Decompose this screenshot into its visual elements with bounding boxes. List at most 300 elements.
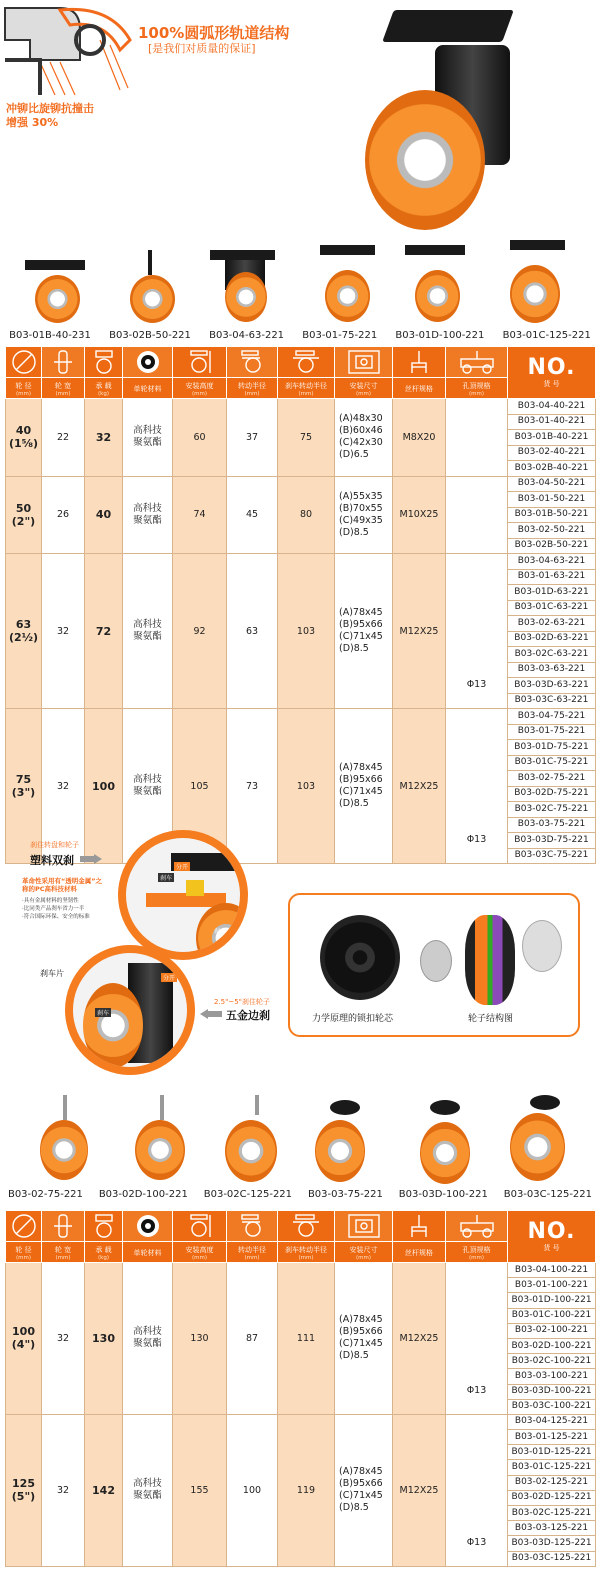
header-title: 100%圆弧形轨道结构 <box>138 24 290 42</box>
wheel-diameter-icon <box>6 1211 42 1242</box>
width-value: 32 <box>56 1484 70 1496</box>
product-code: B03-01D-63-221 <box>508 585 596 601</box>
diameter-inch: (1⅝) <box>8 437 39 451</box>
turn-radius-icon <box>227 347 278 378</box>
caster-thumbnails-top <box>0 240 600 328</box>
mount-size-line: (B)95x66 <box>339 774 383 785</box>
bullet-title: 革命性采用有“透明金属”之称的PC高科技材料 <box>22 877 103 893</box>
table-header-icons <box>6 347 596 378</box>
cell-height <box>173 1263 227 1415</box>
cell-load <box>85 1414 123 1566</box>
cell-width <box>42 399 85 477</box>
product-code: B03-02-125-221 <box>508 1475 596 1490</box>
cell-width <box>42 476 85 554</box>
product-code: B03-01-125-221 <box>508 1430 596 1445</box>
product-code: B03-02D-63-221 <box>508 631 596 647</box>
caster-thumbnails-bottom <box>0 1095 600 1187</box>
mount-size-line: (B)95x66 <box>339 619 383 630</box>
diameter-inch: (5") <box>11 1490 36 1504</box>
cell-turn <box>227 476 278 554</box>
wheel-width-icon <box>42 347 85 378</box>
load-value: 142 <box>92 1483 115 1497</box>
column-label: 安装尺寸 <box>349 1245 378 1254</box>
load-icon <box>85 347 123 378</box>
spec-table-2 <box>5 1210 596 1567</box>
product-code: B03-03D-100-221 <box>508 1384 596 1399</box>
column-unit: (kg) <box>98 1254 109 1261</box>
product-code: B03-02D-125-221 <box>508 1490 596 1505</box>
product-code: B03-03C-63-221 <box>508 693 596 709</box>
cell-load <box>85 399 123 477</box>
model-label: B03-01C-125-221 <box>502 330 591 341</box>
table-header-labels <box>6 378 596 399</box>
cell-material <box>123 399 173 477</box>
screw-spec-icon <box>393 347 446 378</box>
column-unit: (mm) <box>15 390 31 397</box>
table-row <box>6 709 596 725</box>
height-value: 155 <box>190 1484 209 1496</box>
turn-value: 63 <box>245 625 259 637</box>
product-code: B03-01D-75-221 <box>508 740 596 756</box>
hole-value: Φ13 <box>466 679 487 690</box>
column-header <box>6 1242 42 1263</box>
cell-turn <box>227 1414 278 1566</box>
cell-height <box>173 476 227 554</box>
mount-size-line: (D)8.5 <box>339 1350 369 1362</box>
column-unit: (kg) <box>98 390 109 397</box>
table-row <box>6 399 596 415</box>
column-unit: (mm) <box>468 1254 484 1261</box>
callout-brake: 刹车 <box>160 875 173 882</box>
wheel-structure-box <box>288 893 580 1037</box>
product-code: B03-02C-100-221 <box>508 1354 596 1369</box>
brake-value: 103 <box>296 780 316 792</box>
hole-spec-icon <box>446 347 508 378</box>
column-label: 转动半径 <box>238 1245 266 1254</box>
material-value: 高科技聚氨酯 <box>133 425 162 449</box>
column-label: 安装尺寸 <box>349 381 378 390</box>
table-row <box>6 476 596 492</box>
column-unit: (mm) <box>355 390 371 397</box>
cell-diameter <box>6 1414 42 1566</box>
install-height-icon <box>173 1211 227 1242</box>
mount-size-line: (D)8.5 <box>339 1502 369 1514</box>
product-code: B03-03-75-221 <box>508 817 596 833</box>
load-icon <box>85 1211 123 1242</box>
screw-value: M12X25 <box>399 780 439 792</box>
model-label: B03-03C-125-221 <box>503 1189 593 1200</box>
product-code: B03-01-63-221 <box>508 569 596 585</box>
wheel-structure-label: 轮子结构图 <box>468 1014 514 1024</box>
cell-width <box>42 554 85 709</box>
product-code: B03-04-63-221 <box>508 554 596 570</box>
column-unit: (mm) <box>298 1254 314 1261</box>
cell-hole <box>446 476 508 554</box>
mount-size-line: (A)48x30 <box>339 413 383 425</box>
diameter-value: 75 <box>15 773 32 786</box>
turn-value: 100 <box>242 1484 262 1496</box>
model-label: B03-01-75-221 <box>302 330 378 341</box>
mount-size-icon <box>335 1211 393 1242</box>
product-code: B03-01-75-221 <box>508 724 596 740</box>
column-header <box>446 378 508 399</box>
mount-size-line: (A)78x45 <box>339 1314 383 1326</box>
column-label: 丝杆规格 <box>405 384 433 393</box>
product-code: B03-01C-75-221 <box>508 755 596 771</box>
product-code: B03-03C-75-221 <box>508 848 596 864</box>
column-header <box>227 1242 278 1263</box>
column-header <box>6 378 42 399</box>
mount-size-line: (C)49x35 <box>339 514 383 526</box>
mount-size-line: (B)60x46 <box>339 425 383 437</box>
column-header <box>123 378 173 399</box>
product-code: B03-01D-100-221 <box>508 1293 596 1308</box>
material-value: 高科技聚氨酯 <box>133 502 162 526</box>
product-code: B03-04-125-221 <box>508 1414 596 1429</box>
brake-value: 80 <box>299 509 313 521</box>
product-code: B03-01D-125-221 <box>508 1445 596 1460</box>
product-code: B03-01C-63-221 <box>508 600 596 616</box>
column-header <box>85 1242 123 1263</box>
product-code: B03-02-63-221 <box>508 616 596 632</box>
model-label: B03-01B-40-231 <box>9 330 91 341</box>
column-label: 孔顶规格 <box>462 1245 491 1254</box>
product-code: B03-02D-100-221 <box>508 1338 596 1353</box>
column-unit: (mm) <box>55 390 71 397</box>
cell-turn <box>227 399 278 477</box>
turn-value: 73 <box>245 780 259 792</box>
load-value: 100 <box>92 779 115 793</box>
model-label: B03-04-63-221 <box>209 330 285 341</box>
cell-width <box>42 1263 85 1415</box>
column-header <box>227 378 278 399</box>
product-code: B03-01C-125-221 <box>508 1460 596 1475</box>
mount-size-line: (C)42x30 <box>339 437 383 449</box>
cell-load <box>85 1263 123 1415</box>
diameter-value: 63 <box>15 618 32 631</box>
diameter-inch: (2") <box>11 514 36 528</box>
wheel-part-disk <box>420 940 452 982</box>
cell-mount <box>335 1414 393 1566</box>
turn-value: 45 <box>245 509 259 521</box>
column-header <box>393 378 446 399</box>
column-label: 轮 径 <box>15 1245 32 1254</box>
load-value: 72 <box>95 624 112 638</box>
product-code: B03-02-100-221 <box>508 1323 596 1338</box>
product-code: B03-03D-63-221 <box>508 678 596 694</box>
brake-value: 111 <box>296 1332 316 1344</box>
product-code: B03-02C-63-221 <box>508 647 596 663</box>
cell-screw <box>393 554 446 709</box>
column-label: 安装高度 <box>185 1245 214 1254</box>
mount-size-line: (A)78x45 <box>339 607 383 618</box>
product-code: B03-01-40-221 <box>508 414 596 430</box>
cell-width <box>42 1414 85 1566</box>
column-label: 单轮材料 <box>133 1248 162 1257</box>
column-label: 刹车转动半径 <box>285 1245 327 1254</box>
column-header <box>42 1242 85 1263</box>
install-height-icon <box>173 347 227 378</box>
brake2-tag-big: 五金边刹 <box>226 1009 270 1022</box>
cell-material <box>123 1414 173 1566</box>
diameter-inch: (2½) <box>8 631 39 644</box>
product-code: B03-03-63-221 <box>508 662 596 678</box>
material-icon <box>123 347 173 378</box>
cell-brake <box>278 1414 335 1566</box>
mount-size-line: (C)71x45 <box>339 786 383 797</box>
cell-hole <box>446 554 508 709</box>
model-label: B03-01D-100-221 <box>395 330 485 341</box>
column-label: 安装高度 <box>185 381 214 390</box>
column-header <box>42 378 85 399</box>
column-header <box>173 378 227 399</box>
column-header <box>335 1242 393 1263</box>
header-subtitle: [是我们对质量的保证] <box>148 42 256 55</box>
column-header <box>85 378 123 399</box>
brake-closeup-bottom <box>65 945 195 1075</box>
diameter-inch: (4") <box>11 1338 36 1352</box>
cell-diameter <box>6 399 42 477</box>
width-value: 32 <box>56 1332 70 1344</box>
brake-promo-section <box>0 825 600 1105</box>
turn-value: 37 <box>245 431 259 443</box>
arrow-right-icon <box>80 854 102 864</box>
screw-value: M12X25 <box>399 1332 439 1344</box>
height-value: 92 <box>193 625 206 637</box>
wheel-part-cross-section <box>465 915 515 1005</box>
cell-screw <box>393 1263 446 1415</box>
bullet-item: ·符合国际环保、安全的标准 <box>22 914 90 920</box>
column-label: 轮 宽 <box>54 381 72 390</box>
load-value: 130 <box>92 1331 115 1345</box>
model-labels-top <box>0 330 600 341</box>
column-header <box>446 1242 508 1263</box>
diameter-value: 50 <box>15 501 32 515</box>
product-code: B03-02-50-221 <box>508 523 596 539</box>
bullet-list <box>22 897 112 921</box>
cell-brake <box>278 1263 335 1415</box>
product-code: B03-03C-125-221 <box>508 1551 596 1566</box>
mount-size-icon <box>335 347 393 378</box>
screw-value: M12X25 <box>399 1484 439 1496</box>
bullet-item: ·具有金属材料的坚韧性 <box>22 898 79 904</box>
locking-core-label: 力学原理的锁扣轮芯 <box>312 1014 394 1024</box>
column-unit: (mm) <box>244 1254 260 1261</box>
no-title: NO. <box>527 355 576 380</box>
cell-height <box>173 1414 227 1566</box>
material-value: 高科技聚氨酯 <box>133 774 162 797</box>
cell-diameter <box>6 554 42 709</box>
column-label: 刹车转动半径 <box>285 381 327 390</box>
column-unit: (mm) <box>191 1254 207 1261</box>
callout-separate-2: 分开 <box>163 975 176 982</box>
column-unit: (mm) <box>55 1254 71 1261</box>
product-code: B03-01B-40-221 <box>508 430 596 446</box>
diameter-value: 100 <box>12 1325 35 1339</box>
brake-tag-big: 塑料双刹 <box>30 854 74 867</box>
mount-size-line: (D)8.5 <box>339 526 369 538</box>
cell-material <box>123 1263 173 1415</box>
mount-size-line: (A)78x45 <box>339 762 383 773</box>
cell-diameter <box>6 476 42 554</box>
diameter-value: 40 <box>15 424 32 438</box>
column-unit: (mm) <box>468 390 484 397</box>
product-code: B03-02B-40-221 <box>508 461 596 477</box>
arrow-left-icon <box>200 1009 222 1019</box>
column-header <box>173 1242 227 1263</box>
product-code: B03-03-125-221 <box>508 1521 596 1536</box>
brake-pad-label: 刹车片 <box>40 969 64 978</box>
screw-value: M8X20 <box>402 431 436 443</box>
rail-structure-diagram <box>0 0 140 100</box>
mount-size-line: (A)78x45 <box>339 1466 383 1478</box>
model-label: B03-02-75-221 <box>7 1189 83 1200</box>
load-value: 40 <box>95 508 112 522</box>
column-label: 承 载 <box>95 381 112 390</box>
cell-material <box>123 476 173 554</box>
callout-brake-2: 刹车 <box>97 1010 110 1017</box>
wheel-width-icon <box>42 1211 85 1242</box>
cell-height <box>173 399 227 477</box>
cell-turn <box>227 554 278 709</box>
cell-hole <box>446 399 508 477</box>
column-unit: (mm) <box>355 1254 371 1261</box>
width-value: 26 <box>56 509 70 521</box>
product-code: B03-02C-125-221 <box>508 1506 596 1521</box>
column-header <box>123 1242 173 1263</box>
screw-value: M10X25 <box>399 509 439 521</box>
cell-brake <box>278 476 335 554</box>
no-header <box>508 347 596 399</box>
brake-radius-icon <box>278 347 335 378</box>
hole-spec-icon <box>446 1211 508 1242</box>
table-header-icons <box>6 1211 596 1242</box>
table-row <box>6 1263 596 1278</box>
column-label: 轮 宽 <box>54 1245 72 1254</box>
product-code: B03-04-100-221 <box>508 1263 596 1278</box>
mount-size-line: (C)71x45 <box>339 1338 383 1350</box>
spec-table-1 <box>5 346 596 864</box>
brake2-tag-small: 2.5"~5"刹住轮子 <box>214 998 270 1006</box>
column-label: 转动半径 <box>238 381 266 390</box>
brake-value: 119 <box>296 1484 316 1496</box>
table-row <box>6 1414 596 1429</box>
cell-brake <box>278 554 335 709</box>
height-value: 105 <box>190 780 209 792</box>
product-code: B03-02-40-221 <box>508 445 596 461</box>
bullet-item: ·比同类产品刹车省力一半 <box>22 906 85 912</box>
material-value: 高科技聚氨酯 <box>133 619 162 642</box>
turn-value: 87 <box>245 1332 259 1344</box>
diameter-value: 125 <box>12 1477 35 1491</box>
turn-radius-icon <box>227 1211 278 1242</box>
cell-material <box>123 554 173 709</box>
mount-size-line: (B)70x55 <box>339 502 383 514</box>
column-label: 轮 径 <box>15 381 32 390</box>
mount-size-line: (A)55x35 <box>339 490 383 502</box>
cell-hole <box>446 1263 508 1415</box>
column-header <box>335 378 393 399</box>
mount-size-line: (D)6.5 <box>339 449 369 461</box>
product-code: B03-03-100-221 <box>508 1369 596 1384</box>
no-label: 货 号 <box>543 1244 560 1252</box>
width-value: 32 <box>56 625 70 637</box>
callout-brake-pad: 刹车片 <box>214 928 233 935</box>
screw-value: M12X25 <box>399 625 439 637</box>
product-code: B03-03D-75-221 <box>508 833 596 849</box>
width-value: 32 <box>56 780 70 792</box>
product-code: B03-01C-100-221 <box>508 1308 596 1323</box>
column-unit: (mm) <box>15 1254 31 1261</box>
cell-screw <box>393 1414 446 1566</box>
wheel-part-disk-2 <box>522 920 562 972</box>
column-label: 丝杆规格 <box>405 1248 433 1257</box>
load-value: 32 <box>95 430 112 444</box>
product-code: B03-04-75-221 <box>508 709 596 725</box>
callout-separate: 分开 <box>176 864 189 871</box>
material-value: 高科技聚氨酯 <box>133 1478 162 1502</box>
hero-caster-image <box>360 0 540 235</box>
brake-tag-small: 刹住转盘和轮子 <box>30 841 79 849</box>
product-code: B03-03D-125-221 <box>508 1536 596 1551</box>
header-note: 冲铆比旋铆抗撞击增强 30% <box>6 102 94 129</box>
product-code: B03-02D-75-221 <box>508 786 596 802</box>
cell-height <box>173 554 227 709</box>
column-header <box>278 1242 335 1263</box>
mount-size-line: (C)71x45 <box>339 1490 383 1502</box>
locking-core-image <box>320 915 400 1000</box>
product-code: B03-01-50-221 <box>508 492 596 508</box>
cell-diameter <box>6 1263 42 1415</box>
height-value: 74 <box>193 509 206 521</box>
model-label: B03-02D-100-221 <box>98 1189 188 1200</box>
mount-size-line: (B)95x66 <box>339 1478 383 1490</box>
material-icon <box>123 1211 173 1242</box>
cell-mount <box>335 476 393 554</box>
cell-screw <box>393 399 446 477</box>
material-value: 高科技聚氨酯 <box>133 1326 162 1350</box>
hole-value: Φ13 <box>466 834 487 845</box>
column-unit: (mm) <box>298 390 314 397</box>
column-label: 单轮材料 <box>133 384 162 393</box>
mount-size-line: (D)8.5 <box>339 643 369 654</box>
mount-size-line: (B)95x66 <box>339 1326 383 1338</box>
brake-radius-icon <box>278 1211 335 1242</box>
cell-brake <box>278 399 335 477</box>
cell-mount <box>335 1263 393 1415</box>
product-code: B03-02B-50-221 <box>508 538 596 554</box>
no-header <box>508 1211 596 1263</box>
cell-load <box>85 476 123 554</box>
column-label: 孔顶规格 <box>462 381 491 390</box>
cell-load <box>85 554 123 709</box>
cell-mount <box>335 399 393 477</box>
cell-screw <box>393 476 446 554</box>
cell-hole <box>446 1414 508 1566</box>
screw-spec-icon <box>393 1211 446 1242</box>
hole-value: Φ13 <box>466 1384 487 1396</box>
column-header <box>278 378 335 399</box>
model-labels-bottom <box>0 1189 600 1200</box>
mount-size-line: (C)71x45 <box>339 631 383 642</box>
wheel-diameter-icon <box>6 347 42 378</box>
height-value: 130 <box>190 1332 209 1344</box>
hole-value: Φ13 <box>466 1536 487 1548</box>
column-header <box>393 1242 446 1263</box>
no-label: 货 号 <box>543 380 560 388</box>
diameter-inch: (3") <box>11 786 36 799</box>
table-header-labels <box>6 1242 596 1263</box>
